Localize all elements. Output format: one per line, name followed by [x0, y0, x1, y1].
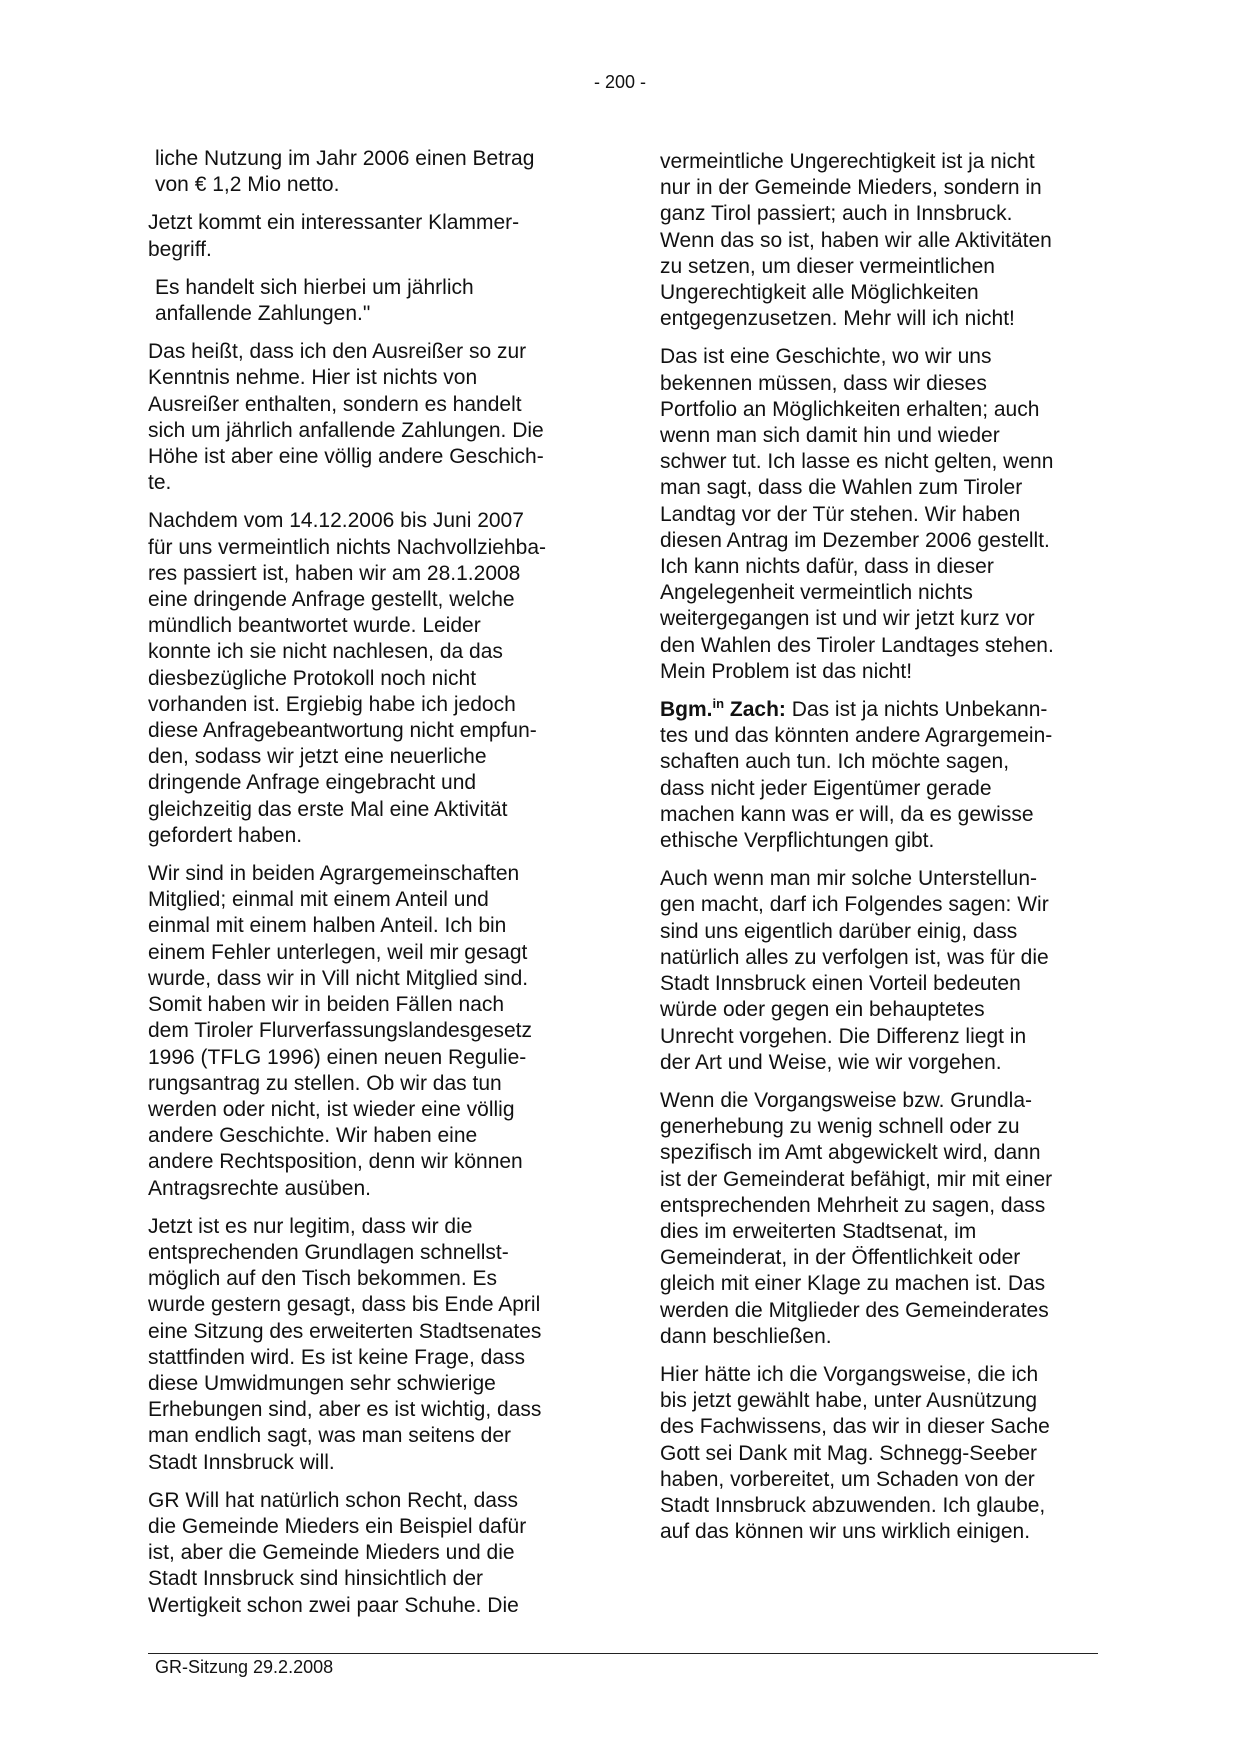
text-line: ist der Gemeinderat befähigt, mir mit einer [660, 1167, 1053, 1191]
text-line: machen kann was er will, da es gewisse [660, 802, 1034, 826]
text-line: Hier hätte ich die Vorgangsweise, die ich [660, 1362, 1039, 1386]
text-line: sind uns eigentlich darüber einig, dass [660, 919, 1018, 943]
text-line: Das heißt, dass ich den Ausreißer so zur [148, 340, 527, 364]
speaker-text-start: Das ist ja nichts Unbekann- [785, 698, 1048, 722]
text-line: diesen Antrag im Dezember 2006 gestellt. [660, 528, 1050, 552]
text-line: ganz Tirol passiert; auch in Innsbruck. [660, 202, 1013, 226]
text-line: eine Sitzung des erweiterten Stadtsenates [148, 1319, 542, 1343]
text-line: spezifisch im Amt abgewickelt wird, dann [660, 1141, 1041, 1165]
text-paragraph [148, 275, 593, 327]
page-number: - 200 - [593, 72, 647, 92]
text-line: Somit haben wir in beiden Fällen nach [148, 993, 505, 1017]
text-line: schwer tut. Ich lasse es nicht gelten, wenn [660, 450, 1054, 474]
text-line: Mitglied; einmal mit einem Anteil und [148, 888, 489, 912]
text-line: Höhe ist aber eine völlig andere Geschich- [148, 445, 544, 469]
text-line: gen macht, darf ich Folgendes sagen: Wir [660, 893, 1049, 917]
text-paragraph [148, 1214, 593, 1476]
text-line: vermeintliche Ungerechtigkeit ist ja nicht [660, 150, 1035, 173]
speaker-label [660, 698, 786, 721]
footer-divider [148, 1653, 1098, 1654]
text-line: Erhebungen sind, aber es ist wichtig, dass [148, 1398, 542, 1422]
text-line: begriff. [148, 237, 212, 261]
text-line: bis jetzt gewählt habe, unter Ausnützung [660, 1389, 1038, 1413]
text-line: entsprechenden Mehrheit zu sagen, dass [660, 1193, 1046, 1217]
left-text-column [148, 146, 593, 1631]
text-line: einmal mit einem halben Anteil. Ich bin [148, 914, 507, 938]
text-line: ist, aber die Gemeinde Mieders und die [148, 1541, 515, 1565]
text-line: den, sodass wir jetzt eine neuerliche [148, 745, 487, 769]
text-line: zu setzen, um dieser vermeintlichen [660, 254, 995, 278]
text-line: möglich auf den Tisch bekommen. Es [148, 1267, 498, 1291]
text-paragraph [148, 146, 593, 198]
text-line: Gott sei Dank mit Mag. Schnegg-Seeber [660, 1441, 1038, 1465]
text-line: entgegenzusetzen. Mehr will ich nicht! [660, 307, 1015, 331]
text-line: diesbezügliche Protokoll noch nicht [148, 666, 477, 690]
speaker-title-suffix: in [712, 696, 725, 712]
text-paragraph [148, 508, 593, 849]
text-line: auf das können wir uns wirklich einigen. [660, 1520, 1031, 1544]
text-line: gleichzeitig das erste Mal eine Aktivität [148, 797, 508, 821]
text-line: Ausreißer enthalten, sondern es handelt [148, 392, 522, 416]
text-line: Unrecht vorgehen. Die Differenz liegt in [660, 1024, 1027, 1048]
text-line: vorhanden ist. Ergiebig habe ich jedoch [148, 692, 516, 716]
text-line: Ungerechtigkeit alle Möglichkeiten [660, 281, 979, 305]
text-paragraph [660, 149, 1105, 332]
text-line: natürlich alles zu verfolgen ist, was für die [660, 945, 1049, 969]
text-line: liche Nutzung im Jahr 2006 einen Betrag [155, 147, 535, 170]
text-line: Kenntnis nehme. Hier ist nichts von [148, 366, 478, 390]
text-line: Gemeinderat, in der Öffentlichkeit oder [660, 1246, 1021, 1270]
text-line: man sagt, dass die Wahlen zum Tiroler [660, 476, 1023, 500]
text-line: entsprechenden Grundlagen schnellst- [148, 1240, 509, 1264]
text-line: man endlich sagt, was man seitens der [148, 1424, 512, 1448]
text-line: Mein Problem ist das nicht! [660, 659, 913, 683]
text-line: Wenn das so ist, haben wir alle Aktivitäten [660, 228, 1052, 252]
text-paragraph [148, 339, 593, 496]
text-line: haben, vorbereitet, um Schaden von der [660, 1467, 1035, 1491]
text-line: tes und das könnten andere Agrargemein- [660, 724, 1053, 748]
text-line: Stadt Innsbruck abzuwenden. Ich glaube, [660, 1493, 1046, 1517]
text-line: der Art und Weise, wie wir vorgehen. [660, 1050, 1002, 1074]
text-line: sich um jährlich anfallende Zahlungen. Die [148, 418, 544, 442]
text-line: bekennen müssen, dass wir dieses [660, 371, 987, 395]
speaker-name: Zach: [724, 698, 786, 722]
text-line: diese Umwidmungen sehr schwierige [148, 1371, 496, 1395]
text-paragraph [660, 344, 1105, 685]
text-line: den Wahlen des Tiroler Landtages stehen. [660, 633, 1054, 657]
text-paragraph [660, 866, 1105, 1076]
text-line: te. [148, 471, 172, 495]
text-line: dass nicht jeder Eigentümer gerade [660, 776, 992, 800]
text-line: nur in der Gemeinde Mieders, sondern in [660, 176, 1042, 200]
text-line: res passiert ist, haben wir am 28.1.2008 [148, 561, 521, 585]
text-paragraph [148, 210, 593, 262]
text-paragraph [660, 1088, 1105, 1350]
text-line: Jetzt ist es nur legitim, dass wir die [148, 1214, 473, 1238]
text-line: gleich mit einer Klage zu machen ist. Das [660, 1272, 1046, 1296]
text-line: mündlich beantwortet wurde. Leider [148, 614, 481, 638]
text-line: generhebung zu wenig schnell oder zu [660, 1115, 1020, 1139]
text-line: dann beschließen. [660, 1324, 832, 1348]
text-line: rungsantrag zu stellen. Ob wir das tun [148, 1071, 502, 1095]
text-line: gefordert haben. [148, 823, 303, 847]
text-line: Wertigkeit schon zwei paar Schuhe. Die [148, 1593, 519, 1617]
speaker-first-line [660, 697, 1105, 723]
text-line: Ich kann nichts dafür, dass in dieser [660, 555, 994, 579]
text-line: die Gemeinde Mieders ein Beispiel dafür [148, 1514, 527, 1538]
text-paragraph [148, 861, 593, 1202]
text-line: Es handelt sich hierbei um jährlich [155, 275, 474, 299]
text-line: Das ist eine Geschichte, wo wir uns [660, 345, 992, 369]
text-line: Wir sind in beiden Agrargemeinschaften [148, 862, 520, 886]
text-line: dringende Anfrage eingebracht und [148, 771, 477, 795]
text-line: des Fachwissens, das wir in dieser Sache [660, 1415, 1050, 1439]
speaker-paragraph [660, 697, 1105, 854]
text-line: Antragsrechte ausüben. [148, 1176, 371, 1200]
text-line: dem Tiroler Flurverfassungslandesgesetz [148, 1019, 533, 1043]
text-line: Stadt Innsbruck will. [148, 1450, 335, 1474]
text-line: wurde gestern gesagt, dass bis Ende April [148, 1293, 541, 1317]
text-line: dies im erweiterten Stadtsenat, im [660, 1219, 977, 1243]
text-line: Portfolio an Möglichkeiten erhalten; auch [660, 397, 1040, 421]
text-line: einem Fehler unterlegen, weil mir gesagt [148, 940, 528, 964]
text-line: andere Rechtsposition, denn wir können [148, 1150, 523, 1174]
text-line: für uns vermeintlich nichts Nachvollziehba- [148, 535, 547, 559]
right-text-column [660, 149, 1105, 1557]
text-line: Stadt Innsbruck einen Vorteil bedeuten [660, 972, 1021, 996]
text-line: Angelegenheit vermeintlich nichts [660, 581, 973, 605]
text-paragraph [660, 1362, 1105, 1545]
text-line: Nachdem vom 14.12.2006 bis Juni 2007 [148, 509, 524, 533]
text-line: konnte ich sie nicht nachlesen, da das [148, 640, 503, 664]
text-line: wurde, dass wir in Vill nicht Mitglied sind. [148, 966, 529, 990]
text-line: diese Anfragebeantwortung nicht empfun- [148, 719, 537, 743]
text-paragraph [148, 1488, 593, 1619]
text-line: Jetzt kommt ein interessanter Klammer- [148, 211, 520, 235]
text-line: anfallende Zahlungen." [155, 302, 371, 326]
text-line: weitergegangen ist und wir jetzt kurz vor [660, 607, 1035, 631]
text-line: Auch wenn man mir solche Unterstellun- [660, 867, 1037, 891]
text-line: von € 1,2 Mio netto. [155, 173, 340, 197]
text-line: würde oder gegen ein behauptetes [660, 998, 985, 1022]
text-line: werden oder nicht, ist wieder eine völlig [148, 1097, 515, 1121]
text-line: schaften auch tun. Ich möchte sagen, [660, 750, 1010, 774]
text-line: ethische Verpflichtungen gibt. [660, 829, 935, 853]
text-line: werden die Mitglieder des Gemeinderates [660, 1298, 1049, 1322]
text-line: 1996 (TFLG 1996) einen neuen Regulie- [148, 1045, 527, 1069]
text-line: Wenn die Vorgangsweise bzw. Grundla- [660, 1088, 1032, 1112]
text-line: Landtag vor der Tür stehen. Wir haben [660, 502, 1021, 526]
text-line: stattfinden wird. Es ist keine Frage, dass [148, 1345, 526, 1369]
footer-session-label: GR-Sitzung 29.2.2008 [155, 1657, 334, 1677]
text-line: Stadt Innsbruck sind hinsichtlich der [148, 1567, 484, 1591]
text-line: eine dringende Anfrage gestellt, welche [148, 588, 515, 612]
text-line: andere Geschichte. Wir haben eine [148, 1124, 478, 1148]
text-line: GR Will hat natürlich schon Recht, dass [148, 1488, 518, 1512]
speaker-title: Bgm. [660, 698, 713, 722]
text-line: wenn man sich damit hin und wieder [660, 424, 1000, 448]
